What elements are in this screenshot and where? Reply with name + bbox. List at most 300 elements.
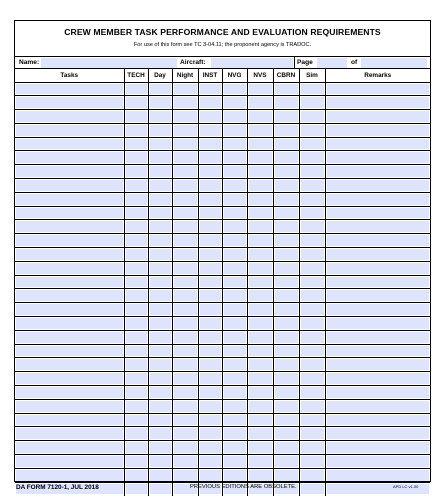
input-day[interactable] [150,442,171,453]
input-remarks[interactable] [327,387,430,398]
input-remarks[interactable] [327,401,430,412]
input-tasks[interactable] [16,401,123,412]
input-cbrn[interactable] [275,428,298,439]
input-sim[interactable] [301,484,324,495]
input-remarks[interactable] [327,290,430,301]
input-tech[interactable] [126,97,147,108]
input-remarks[interactable] [327,84,430,95]
input-cbrn[interactable] [275,139,298,150]
input-nvs[interactable] [249,359,272,370]
input-tasks[interactable] [16,442,123,453]
input-nvg[interactable] [224,359,246,370]
input-nvs[interactable] [249,208,272,219]
input-cbrn[interactable] [275,401,298,412]
input-sim[interactable] [301,387,324,398]
input-sim[interactable] [301,208,324,219]
input-day[interactable] [150,208,171,219]
input-tech[interactable] [126,387,147,398]
input-night[interactable] [174,359,197,370]
input-tasks[interactable] [16,194,123,205]
input-nvg[interactable] [224,277,246,288]
input-tech[interactable] [126,166,147,177]
input-night[interactable] [174,249,197,260]
input-tech[interactable] [126,470,147,481]
input-night[interactable] [174,428,197,439]
input-nvg[interactable] [224,346,246,357]
input-cbrn[interactable] [275,235,298,246]
input-inst[interactable] [200,332,221,343]
input-nvs[interactable] [249,401,272,412]
input-day[interactable] [150,249,171,260]
input-nvs[interactable] [249,415,272,426]
input-sim[interactable] [301,194,324,205]
input-tasks[interactable] [16,235,123,246]
input-inst[interactable] [200,387,221,398]
input-tech[interactable] [126,290,147,301]
input-cbrn[interactable] [275,249,298,260]
input-cbrn[interactable] [275,194,298,205]
input-day[interactable] [150,263,171,274]
input-tasks[interactable] [16,318,123,329]
input-nvs[interactable] [249,221,272,232]
cell-day [148,289,172,303]
input-remarks[interactable] [327,235,430,246]
input-nvg[interactable] [224,180,246,191]
input-inst[interactable] [200,359,221,370]
input-cbrn[interactable] [275,263,298,274]
input-remarks[interactable] [327,221,430,232]
input-inst[interactable] [200,235,221,246]
input-tech[interactable] [126,428,147,439]
input-inst[interactable] [200,456,221,467]
input-cbrn[interactable] [275,111,298,122]
input-nvs[interactable] [249,332,272,343]
input-nvs[interactable] [249,235,272,246]
input-day[interactable] [150,373,171,384]
input-inst[interactable] [200,442,221,453]
input-remarks[interactable] [327,194,430,205]
input-nvs[interactable] [249,456,272,467]
input-remarks[interactable] [327,428,430,439]
input-tasks[interactable] [16,304,123,315]
input-night[interactable] [174,111,197,122]
input-night[interactable] [174,97,197,108]
input-nvg[interactable] [224,442,246,453]
input-nvg[interactable] [224,318,246,329]
input-night[interactable] [174,442,197,453]
input-tech[interactable] [126,359,147,370]
cell-inst [198,179,222,193]
input-day[interactable] [150,125,171,136]
input-day[interactable] [150,235,171,246]
input-nvg[interactable] [224,263,246,274]
input-tasks[interactable] [16,415,123,426]
input-tech[interactable] [126,442,147,453]
input-day[interactable] [150,84,171,95]
input-nvg[interactable] [224,373,246,384]
input-cbrn[interactable] [275,221,298,232]
input-night[interactable] [174,180,197,191]
input-cbrn[interactable] [275,180,298,191]
input-nvs[interactable] [249,346,272,357]
input-night[interactable] [174,166,197,177]
input-tasks[interactable] [16,263,123,274]
input-remarks[interactable] [327,456,430,467]
input-day[interactable] [150,194,171,205]
input-night[interactable] [174,152,197,163]
input-night[interactable] [174,139,197,150]
input-day[interactable] [150,415,171,426]
input-sim[interactable] [301,318,324,329]
input-tasks[interactable] [16,277,123,288]
input-tasks[interactable] [16,249,123,260]
input-nvs[interactable] [249,180,272,191]
input-cbrn[interactable] [275,152,298,163]
input-inst[interactable] [200,428,221,439]
input-nvg[interactable] [224,166,246,177]
input-remarks[interactable] [327,263,430,274]
input-remarks[interactable] [327,318,430,329]
input-day[interactable] [150,470,171,481]
input-remarks[interactable] [327,277,430,288]
input-sim[interactable] [301,442,324,453]
input-tech[interactable] [126,373,147,384]
input-nvg[interactable] [224,290,246,301]
input-tasks[interactable] [16,221,123,232]
input-night[interactable] [174,304,197,315]
input-remarks[interactable] [327,125,430,136]
input-tech[interactable] [126,332,147,343]
input-tasks[interactable] [16,180,123,191]
input-nvg[interactable] [224,139,246,150]
input-inst[interactable] [200,166,221,177]
input-tech[interactable] [126,235,147,246]
input-day[interactable] [150,456,171,467]
input-cbrn[interactable] [275,415,298,426]
input-inst[interactable] [200,290,221,301]
input-cbrn[interactable] [275,318,298,329]
input-sim[interactable] [301,111,324,122]
input-nvg[interactable] [224,387,246,398]
input-sim[interactable] [301,125,324,136]
input-tech[interactable] [126,249,147,260]
input-sim[interactable] [301,235,324,246]
input-tech[interactable] [126,139,147,150]
input-day[interactable] [150,332,171,343]
input-cbrn[interactable] [275,373,298,384]
input-inst[interactable] [200,194,221,205]
input-tasks[interactable] [16,152,123,163]
input-tech[interactable] [126,401,147,412]
input-nvs[interactable] [249,125,272,136]
input-tasks[interactable] [16,166,123,177]
input-nvs[interactable] [249,304,272,315]
input-remarks[interactable] [327,359,430,370]
input-inst[interactable] [200,97,221,108]
input-sim[interactable] [301,415,324,426]
input-remarks[interactable] [327,470,430,481]
input-tasks[interactable] [16,332,123,343]
input-remarks[interactable] [327,249,430,260]
input-sim[interactable] [301,346,324,357]
input-remarks[interactable] [327,208,430,219]
input-day[interactable] [150,304,171,315]
input-night[interactable] [174,332,197,343]
input-day[interactable] [150,221,171,232]
input-nvg[interactable] [224,221,246,232]
input-inst[interactable] [200,318,221,329]
input-tasks[interactable] [16,373,123,384]
input-inst[interactable] [200,415,221,426]
input-nvg[interactable] [224,125,246,136]
input-day[interactable] [150,359,171,370]
input-tech[interactable] [126,208,147,219]
input-tech[interactable] [126,318,147,329]
input-cbrn[interactable] [275,208,298,219]
input-inst[interactable] [200,373,221,384]
input-inst[interactable] [200,84,221,95]
input-cbrn[interactable] [275,84,298,95]
input-nvs[interactable] [249,249,272,260]
input-inst[interactable] [200,346,221,357]
input-sim[interactable] [301,221,324,232]
input-night[interactable] [174,277,197,288]
input-sim[interactable] [301,470,324,481]
input-tech[interactable] [126,84,147,95]
input-nvs[interactable] [249,387,272,398]
input-nvg[interactable] [224,401,246,412]
input-nvs[interactable] [249,277,272,288]
input-night[interactable] [174,456,197,467]
input-remarks[interactable] [327,346,430,357]
input-sim[interactable] [301,84,324,95]
input-cbrn[interactable] [275,359,298,370]
input-day[interactable] [150,139,171,150]
input-inst[interactable] [200,263,221,274]
input-night[interactable] [174,470,197,481]
input-tech[interactable] [126,125,147,136]
input-cbrn[interactable] [275,456,298,467]
input-nvg[interactable] [224,97,246,108]
input-nvg[interactable] [224,304,246,315]
input-nvs[interactable] [249,373,272,384]
input-night[interactable] [174,208,197,219]
input-inst[interactable] [200,277,221,288]
input-nvs[interactable] [249,166,272,177]
input-day[interactable] [150,401,171,412]
name-field[interactable] [41,58,177,68]
input-cbrn[interactable] [275,387,298,398]
input-day[interactable] [150,428,171,439]
input-tasks[interactable] [16,346,123,357]
input-nvs[interactable] [249,442,272,453]
input-nvs[interactable] [249,318,272,329]
input-remarks[interactable] [327,415,430,426]
input-sim[interactable] [301,359,324,370]
aircraft-field[interactable] [211,58,293,68]
input-nvs[interactable] [249,84,272,95]
input-nvg[interactable] [224,235,246,246]
input-remarks[interactable] [327,139,430,150]
input-tasks[interactable] [16,125,123,136]
input-tasks[interactable] [16,139,123,150]
input-remarks[interactable] [327,442,430,453]
input-nvg[interactable] [224,84,246,95]
input-day[interactable] [150,290,171,301]
input-night[interactable] [174,263,197,274]
input-sim[interactable] [301,139,324,150]
input-sim[interactable] [301,249,324,260]
input-tech[interactable] [126,415,147,426]
input-inst[interactable] [200,401,221,412]
input-tasks[interactable] [16,290,123,301]
input-night[interactable] [174,194,197,205]
input-day[interactable] [150,97,171,108]
input-sim[interactable] [301,373,324,384]
input-inst[interactable] [200,208,221,219]
input-cbrn[interactable] [275,470,298,481]
input-inst[interactable] [200,180,221,191]
input-nvg[interactable] [224,456,246,467]
input-day[interactable] [150,387,171,398]
input-inst[interactable] [200,125,221,136]
input-nvg[interactable] [224,194,246,205]
input-sim[interactable] [301,401,324,412]
input-day[interactable] [150,346,171,357]
input-tasks[interactable] [16,428,123,439]
input-nvs[interactable] [249,97,272,108]
input-night[interactable] [174,290,197,301]
input-cbrn[interactable] [275,304,298,315]
input-inst[interactable] [200,152,221,163]
input-nvs[interactable] [249,139,272,150]
input-night[interactable] [174,415,197,426]
input-nvg[interactable] [224,470,246,481]
input-day[interactable] [150,111,171,122]
input-sim[interactable] [301,277,324,288]
input-cbrn[interactable] [275,346,298,357]
input-sim[interactable] [301,263,324,274]
page-number-field[interactable] [317,58,347,68]
input-nvg[interactable] [224,415,246,426]
input-tasks[interactable] [16,387,123,398]
input-tech[interactable] [126,304,147,315]
input-cbrn[interactable] [275,290,298,301]
input-day[interactable] [150,180,171,191]
input-tasks[interactable] [16,111,123,122]
cell-tech [124,413,148,427]
input-sim[interactable] [301,166,324,177]
input-tech[interactable] [126,263,147,274]
input-tasks[interactable] [16,456,123,467]
input-night[interactable] [174,401,197,412]
input-nvs[interactable] [249,290,272,301]
input-day[interactable] [150,484,171,495]
input-remarks[interactable] [327,166,430,177]
input-night[interactable] [174,387,197,398]
input-tasks[interactable] [16,84,123,95]
input-tech[interactable] [126,277,147,288]
input-nvs[interactable] [249,194,272,205]
input-tech[interactable] [126,456,147,467]
input-tasks[interactable] [16,470,123,481]
input-inst[interactable] [200,111,221,122]
input-nvs[interactable] [249,111,272,122]
input-nvg[interactable] [224,428,246,439]
input-remarks[interactable] [327,97,430,108]
input-night[interactable] [174,84,197,95]
input-nvg[interactable] [224,332,246,343]
input-tech[interactable] [126,111,147,122]
input-day[interactable] [150,152,171,163]
input-remarks[interactable] [327,111,430,122]
input-sim[interactable] [301,152,324,163]
input-sim[interactable] [301,428,324,439]
input-nvs[interactable] [249,263,272,274]
input-nvs[interactable] [249,428,272,439]
input-nvg[interactable] [224,111,246,122]
input-night[interactable] [174,346,197,357]
input-nvs[interactable] [249,152,272,163]
input-tasks[interactable] [16,97,123,108]
input-sim[interactable] [301,456,324,467]
input-tech[interactable] [126,484,147,495]
input-sim[interactable] [301,97,324,108]
input-inst[interactable] [200,221,221,232]
input-day[interactable] [150,166,171,177]
input-tech[interactable] [126,180,147,191]
input-sim[interactable] [301,180,324,191]
input-remarks[interactable] [327,304,430,315]
input-tech[interactable] [126,194,147,205]
input-night[interactable] [174,373,197,384]
input-remarks[interactable] [327,373,430,384]
input-cbrn[interactable] [275,332,298,343]
input-sim[interactable] [301,304,324,315]
input-tech[interactable] [126,152,147,163]
page-total-field[interactable] [361,58,427,68]
input-remarks[interactable] [327,180,430,191]
input-sim[interactable] [301,332,324,343]
input-night[interactable] [174,235,197,246]
input-tasks[interactable] [16,208,123,219]
input-night[interactable] [174,221,197,232]
input-cbrn[interactable] [275,277,298,288]
input-nvs[interactable] [249,470,272,481]
input-night[interactable] [174,125,197,136]
input-inst[interactable] [200,470,221,481]
input-cbrn[interactable] [275,442,298,453]
input-sim[interactable] [301,290,324,301]
input-tech[interactable] [126,346,147,357]
input-remarks[interactable] [327,152,430,163]
input-day[interactable] [150,277,171,288]
input-night[interactable] [174,318,197,329]
input-remarks[interactable] [327,332,430,343]
input-cbrn[interactable] [275,125,298,136]
input-inst[interactable] [200,139,221,150]
input-day[interactable] [150,318,171,329]
input-inst[interactable] [200,249,221,260]
input-inst[interactable] [200,304,221,315]
input-nvg[interactable] [224,208,246,219]
input-tasks[interactable] [16,359,123,370]
input-nvg[interactable] [224,249,246,260]
input-nvg[interactable] [224,152,246,163]
input-cbrn[interactable] [275,97,298,108]
input-tech[interactable] [126,221,147,232]
input-cbrn[interactable] [275,166,298,177]
